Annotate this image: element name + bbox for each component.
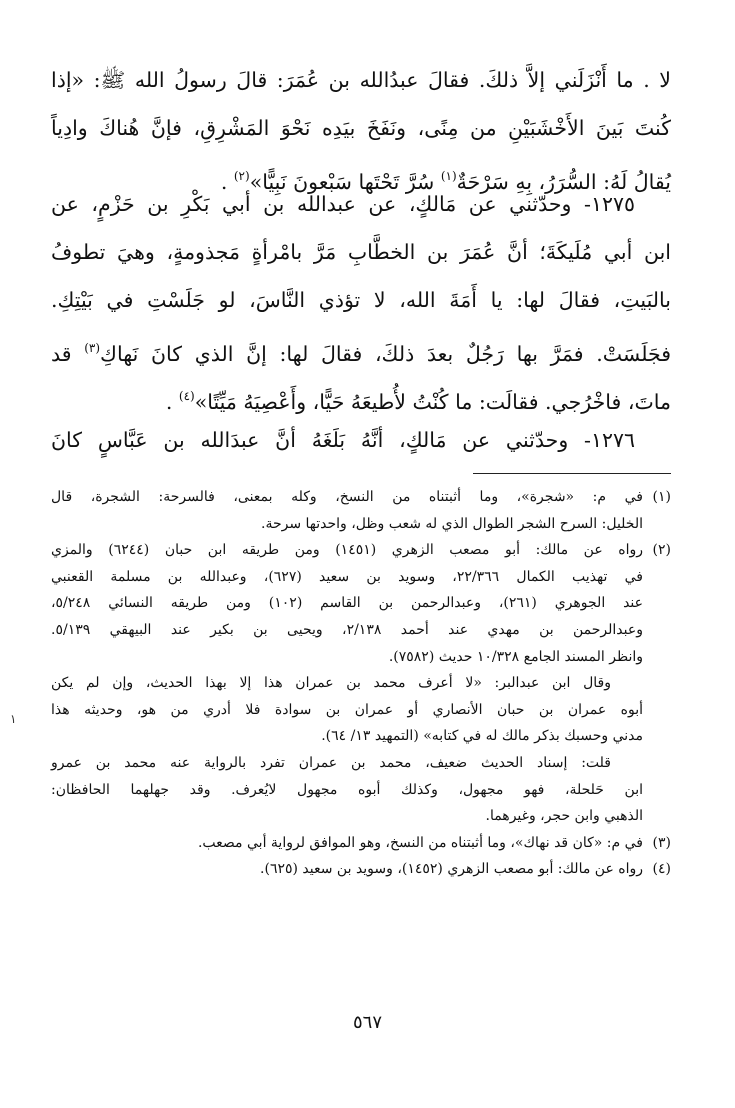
footnote-text: أبوه عمران بن حبان الأنصاري أو عمران بن سوادة فلا أدري من هو، وحديثه هذا <box>51 701 643 718</box>
footnote-number: (١) <box>652 489 671 505</box>
footnote-text: رواه عن مالك: أبو مصعب الزهري (١٤٥٢)، وسويد بن سعيد (٦٢٥). <box>260 861 643 878</box>
footnote-number: (٢) <box>652 542 671 559</box>
footnote-3 <box>51 830 671 857</box>
footnote-separator <box>473 473 671 474</box>
main-text-line: ١٢٧٥- وحدّثني عن مَالكٍ، عن عبدالله بن أبي بَكْرِ بن حَزْمٍ، عن <box>51 192 635 216</box>
footnote-marker: (٢) <box>233 169 250 183</box>
footnotes <box>51 484 671 883</box>
footnote-number: (٤) <box>652 861 671 878</box>
footnote-text: ابن حَلحلة، فهو مجهول، وكذلك أبوه مجهول لايُعرف. وقد جهلهما الحافظان: <box>51 781 643 798</box>
text-segment: فجَلَسَتْ. فمَرَّ بها رَجُلٌ بعدَ ذلكَ، فقالَ لها: إنَّ الذي كانَ نَهاكِ <box>100 342 672 366</box>
text-segment: ماتَ، فاخْرُجي. فقالَت: ما كُنْتُ لأُطيعَهُ حَيًّا، وأَعْصِيَهُ مَيِّتًا» <box>194 390 671 414</box>
text-segment: قد <box>51 342 85 366</box>
footnote-text: وانظر المسند الجامع ١٠/٣٢٨ حديث (٧٥٨٢). <box>388 648 643 665</box>
footnote-text: الذهبي وابن حجر، وغيرهما. <box>485 808 643 825</box>
footnote-marker: (١) <box>440 169 457 183</box>
page-number: ٥٦٧ <box>352 1012 382 1033</box>
hadith-continuation <box>51 56 671 200</box>
main-text-line: بالبَيتِ، فقالَ لها: يا أَمَةَ الله، لا تؤذي النَّاسَ، لو جَلَسْتِ في بَيْتِكِ. <box>51 288 671 312</box>
main-text-line: كُنتَ بَينَ الأَخْشَبَيْنِ من مِنًى، ونَفَخَ بيَدِه نَحْوَ المَشْرِقِ، فإنَّ هُناكَ وادِياً <box>51 116 671 140</box>
footnote-number: (٣) <box>652 834 671 851</box>
footnote-text: وقال ابن عبدالبر: «لا أعرف محمد بن عمران هذا إلا بهذا الحديث، وإن لم يكن <box>51 675 611 692</box>
footnote-text: قلت: إسناد الحديث ضعيف، محمد بن عمران تفرد بالرواية عنه محمد بن عمرو <box>51 754 611 771</box>
footnote-text: الخليل: السرح الشجر الطوال الذي له شعب وظل، واحدتها سرحة. <box>261 515 643 532</box>
footnote-4 <box>51 856 671 883</box>
footnote-text: في م: «شجرة»، وما أثبتناه من النسخ، وكله بمعنى، فالسرحة: الشجرة، قال <box>51 489 643 505</box>
hadith-1276 <box>51 416 671 464</box>
text-segment: يُقالُ لَهُ: السُّرَرُ، بِهِ سَرْحَةٌ <box>456 170 671 194</box>
margin-mark: ١ <box>10 712 17 726</box>
footnote-text: رواه عن مالك: أبو مصعب الزهري (١٤٥١) ومن طريقه ابن حبان (٦٢٤٤) والمزي <box>51 542 643 559</box>
main-text-line: ١٢٧٦- وحدّثني عن مَالكٍ، أنَّهُ بَلَغَهُ أنَّ عبدَالله بن عَبَّاسٍ كانَ <box>51 428 635 452</box>
footnote-text: في تهذيب الكمال ٢٢/٣٦٦، وسويد بن سعيد (٦٢٧)، وعبدالله بن مسلمة القعنبي <box>51 568 643 585</box>
footnote-2 <box>51 537 671 564</box>
footnote-marker: (٣) <box>84 341 101 355</box>
footnote-text: وعبدالرحمن بن مهدي عند أحمد ٢/١٣٨، ويحيى بن بكير عند البيهقي ٥/١٣٩. <box>51 621 643 638</box>
text-segment: . <box>165 390 179 414</box>
footnote-1 <box>51 484 671 511</box>
main-text-line: لا . ما أَنْزَلَني إلاَّ ذلكَ. فقالَ عبدُالله بن عُمَرَ: قالَ رسولُ الله ﷺ: «إذا <box>51 68 671 92</box>
footnote-text: عند الجوهري (٢٦١)، وعبدالرحمن بن القاسم (١٠٢) ومن طريقه النسائي ٥/٢٤٨، <box>51 595 644 612</box>
main-text-line <box>51 372 671 420</box>
footnote-marker: (٤) <box>178 389 195 403</box>
main-text-line <box>51 324 671 372</box>
text-segment: سُرَّ تَحْتَها سَبْعونَ نَبِيًّا» <box>249 170 441 194</box>
footnote-text: مدني وحسبك بذكر مالك له في كتابه» (التمهيد ١٣/ ٦٤). <box>321 728 643 745</box>
hadith-1275 <box>51 180 671 420</box>
main-text-line: ابن أبي مُلَيكَةَ؛ أنَّ عُمَرَ بن الخطَّابِ مَرَّ بامْرأةٍ مَجذومةٍ، وهيَ تطوفُ <box>51 240 671 264</box>
text-segment: . <box>220 170 234 194</box>
footnote-text: في م: «كان قد نهاك»، وما أثبتناه من النسخ، وهو الموافق لرواية أبي مصعب. <box>197 834 643 851</box>
